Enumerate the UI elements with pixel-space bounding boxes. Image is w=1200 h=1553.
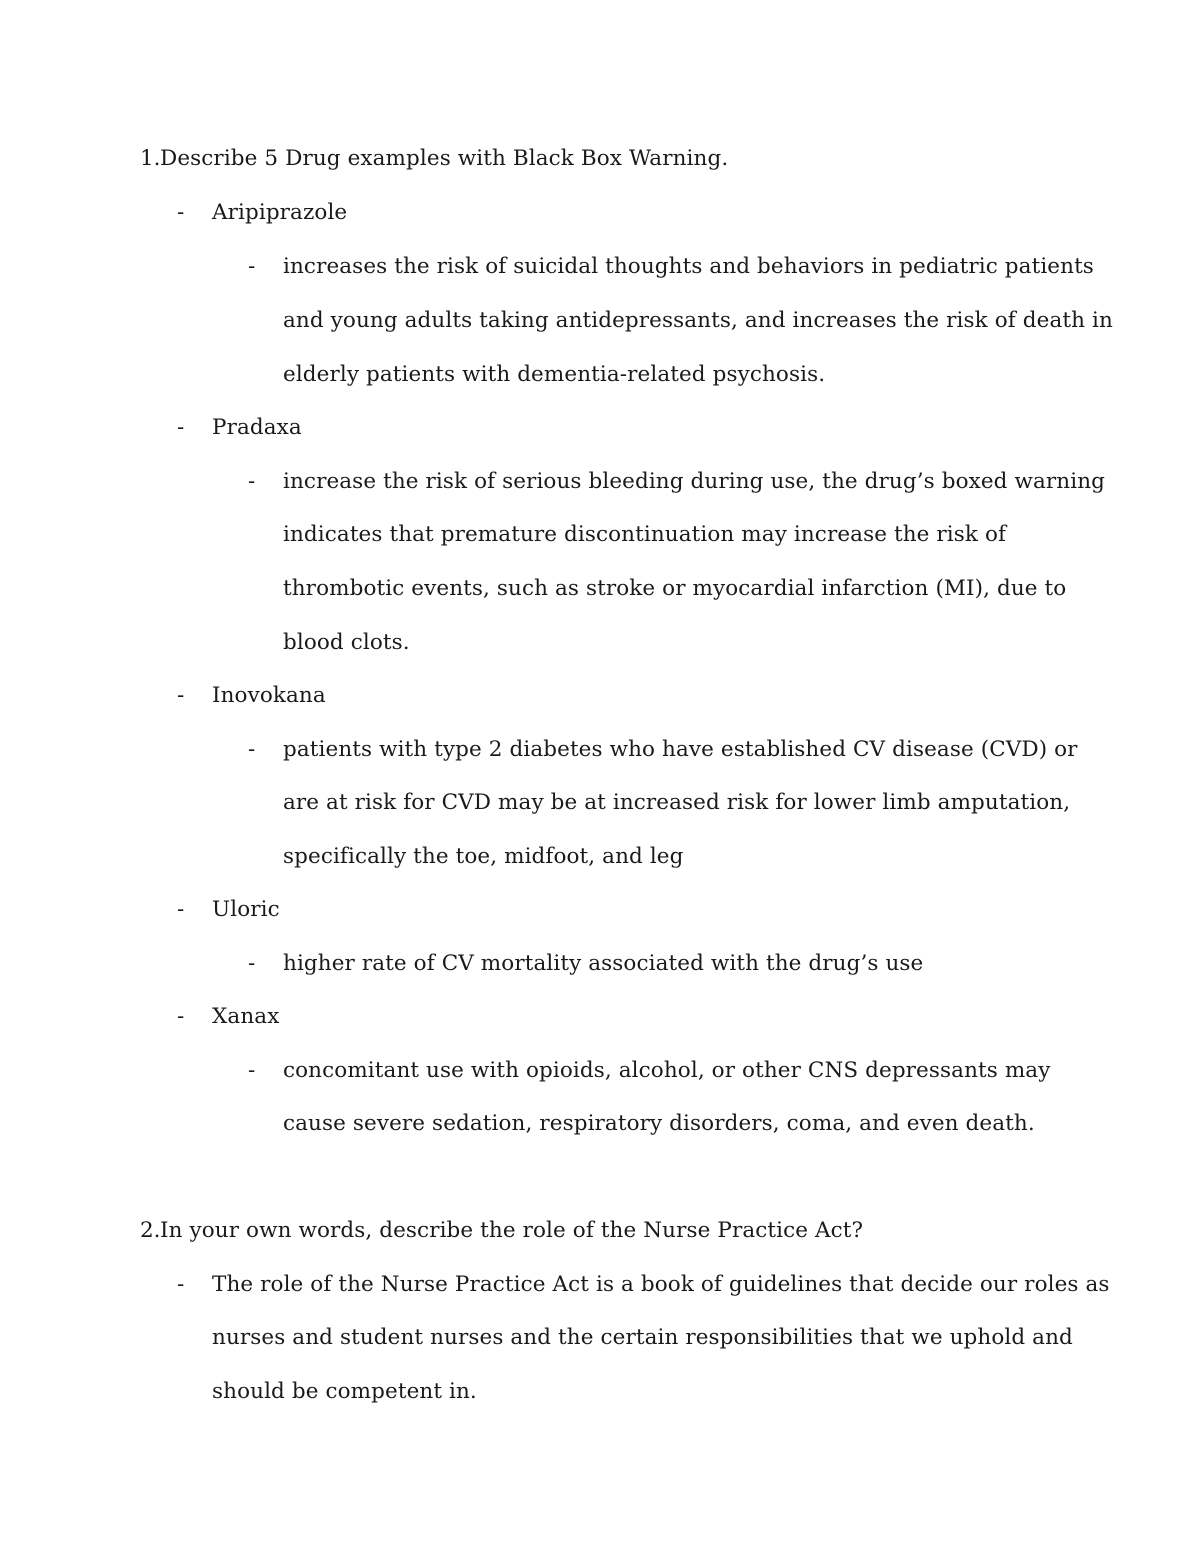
bullet-dash: - bbox=[177, 415, 185, 440]
drug-detail-line: increases the risk of suicidal thoughts and behaviors in pediatric patients bbox=[283, 254, 1094, 279]
bullet-dash: - bbox=[248, 1058, 256, 1083]
drug-name-xanax: Xanax bbox=[212, 1004, 280, 1029]
bullet-dash: - bbox=[177, 897, 185, 922]
drug-detail-line: and young adults taking antidepressants, and increases the risk of death in bbox=[283, 308, 1113, 333]
bullet-dash: - bbox=[177, 683, 185, 708]
answer-line: The role of the Nurse Practice Act is a book of guidelines that decide our roles as bbox=[212, 1272, 1110, 1297]
answer-line: nurses and student nurses and the certain responsibilities that we uphold and bbox=[212, 1325, 1073, 1350]
drug-detail-line: concomitant use with opioids, alcohol, or other CNS depressants may bbox=[283, 1058, 1051, 1083]
bullet-dash: - bbox=[177, 1004, 185, 1029]
drug-detail-line: are at risk for CVD may be at increased risk for lower limb amputation, bbox=[283, 790, 1071, 815]
drug-detail-line: indicates that premature discontinuation may increase the risk of bbox=[283, 522, 1007, 547]
bullet-dash: - bbox=[177, 1272, 185, 1297]
drug-detail-line: blood clots. bbox=[283, 630, 410, 655]
question-2-number: 2. bbox=[140, 1218, 161, 1243]
answer-line: should be competent in. bbox=[212, 1379, 477, 1404]
drug-name-aripiprazole: Aripiprazole bbox=[212, 200, 348, 225]
question-2-prompt: In your own words, describe the role of the Nurse Practice Act? bbox=[160, 1218, 864, 1243]
drug-detail-line: specifically the toe, midfoot, and leg bbox=[283, 844, 684, 869]
drug-detail-line: higher rate of CV mortality associated with the drug’s use bbox=[283, 951, 924, 976]
bullet-dash: - bbox=[248, 469, 256, 494]
bullet-dash: - bbox=[248, 254, 256, 279]
drug-detail-line: elderly patients with dementia-related psychosis. bbox=[283, 362, 826, 387]
drug-detail-line: cause severe sedation, respiratory disorders, coma, and even death. bbox=[283, 1111, 1035, 1136]
bullet-dash: - bbox=[177, 200, 185, 225]
question-1-prompt: Describe 5 Drug examples with Black Box Warning. bbox=[160, 146, 729, 171]
question-1-number: 1. bbox=[140, 146, 161, 171]
drug-name-inovokana: Inovokana bbox=[212, 683, 326, 708]
drug-detail-line: patients with type 2 diabetes who have established CV disease (CVD) or bbox=[283, 737, 1078, 762]
drug-name-uloric: Uloric bbox=[212, 897, 280, 922]
bullet-dash: - bbox=[248, 737, 256, 762]
drug-detail-line: thrombotic events, such as stroke or myocardial infarction (MI), due to bbox=[283, 576, 1067, 601]
drug-detail-line: increase the risk of serious bleeding during use, the drug’s boxed warning bbox=[283, 469, 1106, 494]
bullet-dash: - bbox=[248, 951, 256, 976]
drug-name-pradaxa: Pradaxa bbox=[212, 415, 302, 440]
